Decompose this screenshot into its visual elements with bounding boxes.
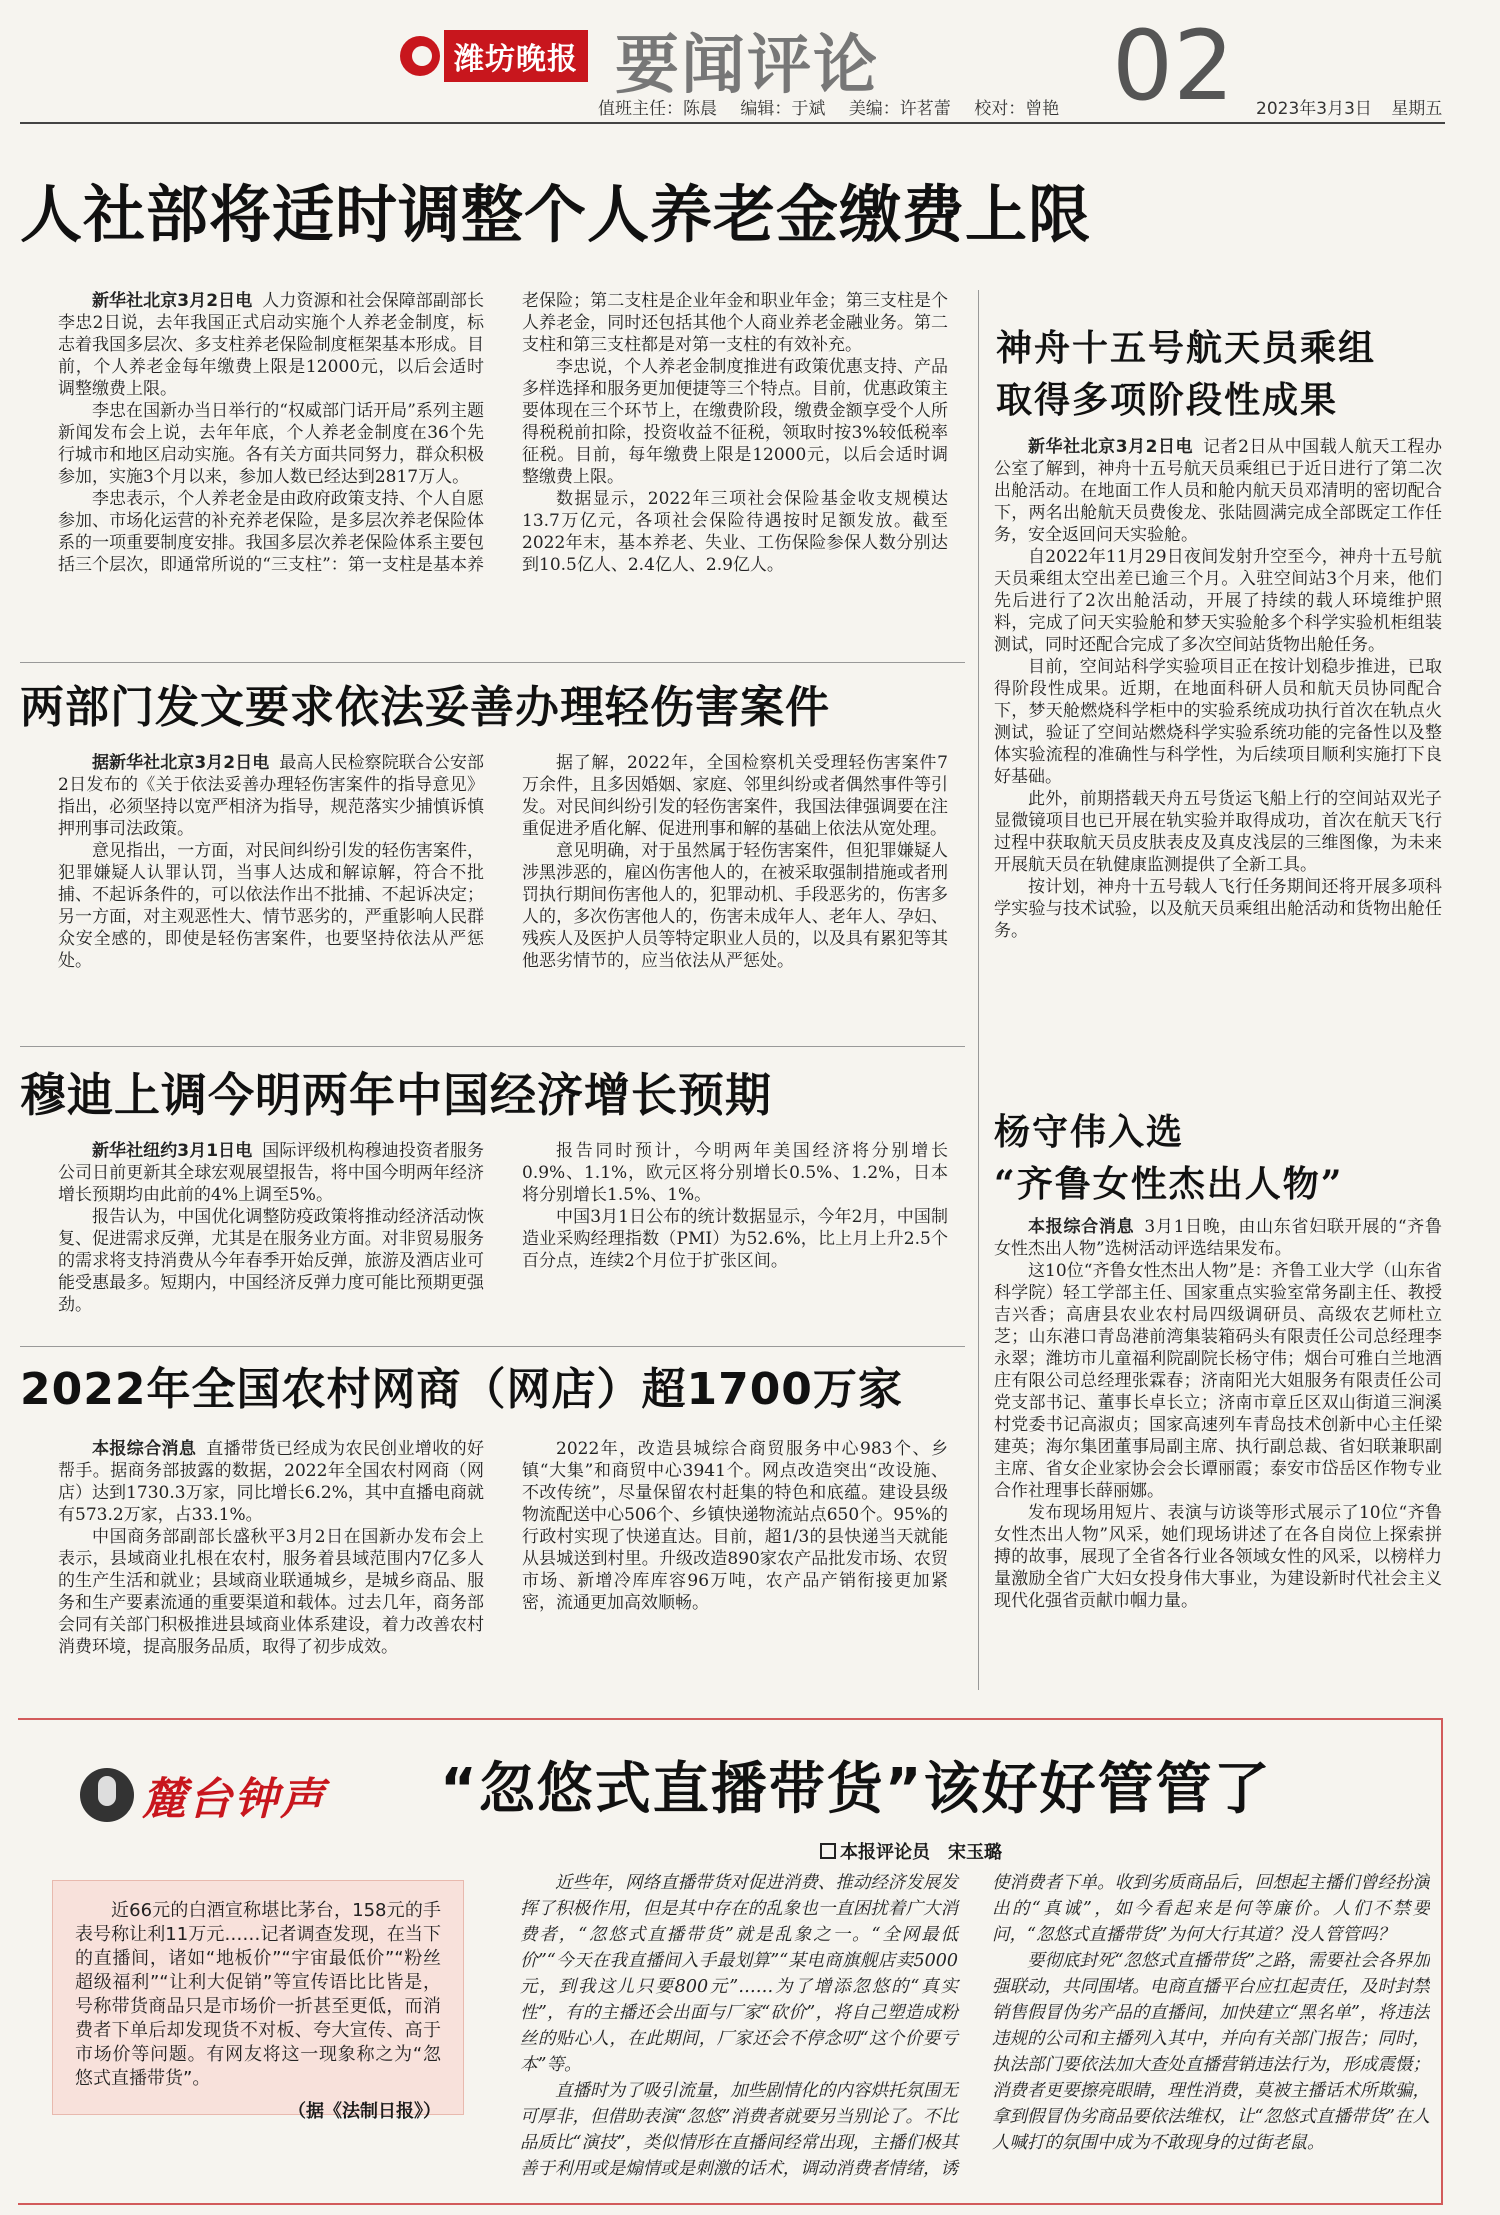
article1-paragraph: 人力资源和社会保障部副部长李忠2日说，去年我国正式启动实施个人养老金制度，标志着我国多层次、多支柱养老保险制度框架基本形成。目前，个人养老金每年缴费上限是12000元，以后会适时调整缴费上限。	[58, 291, 484, 399]
article6-paragraph: 发布现场用短片、表演与访谈等形式展示了10位“齐鲁女性杰出人物”风采，她们现场讲述了在各自岗位上探索拼搏的故事，展现了全省各行业各领域女性的风采，以榜样力量激励全省广大妇女投身伟大事业，为建设新时代社会主义现代化强省贡献巾帼力量。	[994, 1503, 1442, 1611]
divider	[20, 662, 965, 663]
paper-logo	[400, 30, 610, 82]
article4-title: 2022年全国农村网商（网店）超1700万家	[20, 1364, 903, 1415]
page-number: 02	[1112, 10, 1235, 122]
article5-title-line: 取得多项阶段性成果	[996, 379, 1339, 421]
staff-duty: 值班主任：陈晨	[598, 99, 717, 119]
article4-paragraph: 直播带货已经成为农民创业增收的好帮手。据商务部披露的数据，2022年全国农村网商（网店）达到1730.3万家，同比增长6.2%，其中直播电商就有573.2万家，占33.1%。	[58, 1439, 485, 1525]
divider	[20, 1346, 965, 1347]
article3-paragraph: 报告同时预计，今明两年美国经济将分别增长0.9%、1.1%，欧元区将分别增长0.5%、1.2%，日本将分别增长1.5%、1%。	[522, 1141, 948, 1205]
article3-body	[58, 1140, 948, 1340]
article3-lead: 新华社纽约3月1日电	[92, 1141, 253, 1161]
commentary-byline	[820, 1838, 1002, 1864]
article1-paragraph: 李忠表示，个人养老金是由政府政策支持、个人自愿参加、市场化运营的补充养老保险，是多层次养老保险体系的一项重要制度安排。我国多层次养老保险体系主要包括三个层次，即通常所说的“三支柱”：第一支柱是基本养老保险；第二支柱是企业年金和职业年金；第三支柱是个人养老金，同时还包括其他个人商业养老金融业务。第二支柱和第三支柱都是对第一支柱的有效补充。	[58, 291, 948, 575]
article5-paragraph: 按计划，神舟十五号载人飞行任务期间还将开展多项科学实验与技术试验，以及航天员乘组出舱活动和货物出舱任务。	[994, 877, 1442, 941]
article1-paragraph: 李忠说，个人养老金制度推进有政策优惠支持、产品多样选择和服务更加便捷等三个特点。目前，优惠政策主要体现在三个环节上，在缴费阶段，缴费金额享受个人所得税税前扣除，投资收益不征税，领取时按3%较低税率征税。目前，每年缴费上限是12000元，以后会适时调整缴费上限。	[522, 357, 948, 487]
staff-line	[598, 94, 1077, 119]
article5-paragraph: 记者2日从中国载人航天工程办公室了解到，神舟十五号航天员乘组已于近日进行了第二次出舱活动。在地面工作人员和舱内航天员邓清明的密切配合下，两名出舱航天员费俊龙、张陆圆满完成全部既定工作任务，安全返回问天实验舱。	[994, 437, 1442, 545]
article2-body	[58, 752, 948, 1022]
article6-paragraph: 3月1日晚，由山东省妇联开展的“齐鲁女性杰出人物”选树活动评选结果发布。	[994, 1217, 1442, 1259]
commentary-paragraph: 要彻底封死“忽悠式直播带货”之路，需要社会各界加强联动，共同围堵。电商直播平台应扛起责任，及时封禁销售假冒伪劣产品的直播间，加快建立“黑名单”，将违法违规的公司和主播列入其中，并向有关部门报告；同时，执法部门要依法加大查处直播营销违法行为，形成震慑；消费者更要擦亮眼睛，理性消费，莫被主播话术所欺骗，拿到假冒伪劣商品要依法维权，让“忽悠式直播带货”在人人喊打的氛围中成为不敢现身的过街老鼠。	[992, 1951, 1430, 2153]
article2-paragraph: 意见明确，对于虽然属于轻伤害案件，但犯罪嫌疑人涉黑涉恶的，雇凶伤害他人的，在被采取强制措施或者刑罚执行期间伤害他人的，犯罪动机、手段恶劣的，伤害多人的，多次伤害他人的，伤害未成年人、老年人、孕妇、残疾人及医护人员等特定职业人员的，以及具有累犯等其他恶劣情节的，应当依法从严惩处。	[522, 841, 948, 971]
article6-title	[994, 1106, 1439, 1210]
article6-title-line: 杨守伟入选	[994, 1111, 1185, 1153]
masthead-rule	[20, 122, 1445, 124]
article4-paragraph: 2022年，改造县城综合商贸服务中心983个、乡镇“大集”和商贸中心3941个。网点改造突出“改设施、不改传统”，尽量保留农村赶集的特色和底蕴。建设县级物流配送中心506个、乡镇快递物流站点650个。95%的行政村实现了快递直达。目前，超1/3的县快递当天就能从县城送到村里。升级改造890家农产品批发市场、农贸市场、新增冷库库容96万吨，农产品产销衔接更加紧密，流通更加高效顺畅。	[522, 1439, 948, 1613]
quote-box	[52, 1880, 464, 2122]
article2-lead: 据新华社北京3月2日电	[92, 753, 270, 773]
article5-paragraph: 目前，空间站科学实验项目正在按计划稳步推进，已取得阶段性成果。近期，在地面科研人员和航天员协同配合下，梦天舱燃烧科学柜中的实验系统成功执行首次在轨点火测试，验证了空间站燃烧科学实验系统功能的完备性以及整体实验流程的准确性与科学性，为后续项目顺利实施打下良好基础。	[994, 657, 1442, 787]
article4-paragraph: 中国商务部副部长盛秋平3月2日在国新办发布会上表示，县域商业扎根在农村，服务着县域范围内7亿多人的生产生活和就业；县域商业联通城乡，是城乡商品、服务和生产要素流通的重要渠道和载体。过去几年，商务部会同有关部门积极推进县域商业体系建设，着力改善农村消费环境，提高服务品质，取得了初步成效。	[58, 1527, 484, 1657]
commentary-paragraph: 直播时为了吸引流量，加些剧情化的内容烘托氛围无可厚非，但借助表演“忽悠”消费者就要另当别论了。不比品质比“演技”，类似情形在直播间经常出现，主播们极其善于利用或是煽情或是刺激的话术，调动消费者情绪，诱使消费者下单。收到劣质商品后，回想起主播们曾经扮演出的“真诚”，如今看起来是何等廉价。人们不禁要问，“忽悠式直播带货”为何大行其道？没人管管吗？	[520, 1873, 1430, 2179]
commentary-title: “忽悠式直播带货”该好好管管了	[440, 1757, 1272, 1822]
column-logo	[80, 1760, 326, 1830]
article3-paragraph: 国际评级机构穆迪投资者服务公司日前更新其全球宏观展望报告，将中国今明两年经济增长预期均由此前的4%上调至5%。	[58, 1141, 484, 1205]
staff-designer: 美编：许茗蕾	[848, 99, 951, 119]
article2-paragraph: 据了解，2022年，全国检察机关受理轻伤害案件7万余件，且多因婚姻、家庭、邻里纠纷或者偶然事件等引发。对民间纠纷引发的轻伤害案件，我国法律强调要在注重促进矛盾化解、促进刑事和解的基础上依法从宽处理。	[522, 753, 948, 839]
article2-paragraph: 最高人民检察院联合公安部2日发布的《关于依法妥善办理轻伤害案件的指导意见》指出，必须坚持以宽严相济为指导，规范落实少捕慎诉慎押刑事司法政策。	[58, 753, 484, 839]
commentary-paragraph: 近些年，网络直播带货对促进消费、推动经济发展发挥了积极作用，但是其中存在的乱象也一直困扰着广大消费者，“忽悠式直播带货”就是乱象之一。“全网最低价”“今天在我直播间入手最划算”“某电商旗舰店卖5000元，到我这儿只要800元”……为了增添忽悠的“真实性”，有的主播还会出面与厂家“砍价”，将自己塑造成粉丝的贴心人，在此期间，厂家还会不停念叨“这个价要亏本”等。	[520, 1873, 958, 2075]
article2-title: 两部门发文要求依法妥善办理轻伤害案件	[20, 682, 830, 733]
column-name: 麓台钟声	[142, 1774, 326, 1825]
article6-lead: 本报综合消息	[1028, 1217, 1135, 1237]
quote-text	[75, 1899, 441, 2091]
article1-body	[58, 290, 948, 635]
commentary-body	[520, 1870, 1430, 2195]
article5-paragraph: 此外，前期搭载天舟五号货运飞船上行的空间站双光子显微镜项目也已开展在轨实验并取得成功，首次在航天飞行过程中获取航天员皮肤表皮及真皮浅层的三维图像，为未来开展航天员在轨健康监测提供了全新工具。	[994, 789, 1442, 875]
staff-proofreader: 校对：曾艳	[974, 99, 1060, 119]
staff-editor: 编辑：于斌	[740, 99, 826, 119]
column-divider	[978, 290, 979, 1690]
article3-paragraph: 报告认为，中国优化调整防疫政策将推动经济活动恢复、促进需求反弹，尤其是在服务业方面。对非贸易服务的需求将支持消费从今年春季开始反弹，旅游及酒店业可能受惠最多。短期内，中国经济反弹力度可能比预期更强劲。	[58, 1207, 484, 1315]
article1-lead: 新华社北京3月2日电	[92, 291, 253, 311]
article5-paragraph: 自2022年11月29日夜间发射升空至今，神舟十五号航天员乘组太空出差已逾三个月。入驻空间站3个月来，他们先后进行了2次出舱活动，开展了持续的载人环境维护照料，完成了问天实验舱和梦天实验舱多个科学实验机柜组装测试，同时还配合完成了多次空间站货物出舱任务。	[994, 547, 1442, 655]
byline-text: 本报评论员 宋玉璐	[840, 1842, 1002, 1863]
issue-date: 2023年3月3日	[1256, 99, 1372, 119]
article2-paragraph: 意见指出，一方面，对民间纠纷引发的轻伤害案件，犯罪嫌疑人认罪认罚，当事人达成和解谅解，符合不批捕、不起诉条件的，可以依法作出不批捕、不起诉决定；另一方面，对主观恶性大、情节恶劣的，严重影响人民群众安全感的，即使是轻伤害案件，也要坚持依法从严惩处。	[58, 841, 484, 971]
article5-lead: 新华社北京3月2日电	[1028, 437, 1194, 457]
article1-title: 人社部将适时调整个人养老金缴费上限	[20, 178, 1092, 251]
paper-name: 潍坊晚报	[444, 30, 588, 82]
article1-paragraph: 李忠在国新办当日举行的“权威部门话开局”系列主题新闻发布会上说，去年年底，个人养老金制度在36个先行城市和地区启动实施。各有关方面共同努力，群众积极参加，实施3个月以来，参加人数已经达到2817万人。	[58, 401, 484, 487]
divider	[20, 1046, 965, 1047]
article6-body	[994, 1216, 1442, 1716]
paper-logo-icon	[400, 36, 440, 76]
section-name: 要闻评论	[615, 29, 879, 103]
article5-body	[994, 436, 1442, 1048]
article1-paragraph: 数据显示，2022年三项社会保险基金收支规模达13.7万亿元，各项社会保险待遇按时足额发放。截至2022年末，基本养老、失业、工伤保险参保人数分别达到10.5亿人、2.4亿人、2.9亿人。	[522, 489, 948, 575]
article5-title-line: 神舟十五号航天员乘组	[996, 327, 1377, 369]
byline-square-icon	[820, 1843, 836, 1859]
article3-title: 穆迪上调今明两年中国经济增长预期	[20, 1068, 772, 1122]
microphone-icon	[80, 1768, 134, 1822]
quote-paragraph: 近66元的白酒宣称堪比茅台，158元的手表号称让利11万元……记者调查发现，在当下的直播间，诸如“地板价”“宇宙最低价”“粉丝超级福利”“让利大促销”等宣传语比比皆是，号称带货商品只是市场价一折甚至更低，而消费者下单后却发现货不对板、夸大宣传、高于市场价等问题。有网友将这一现象称之为“忽悠式直播带货”。	[75, 1900, 441, 2089]
article6-title-line: “齐鲁女性杰出人物”	[994, 1163, 1344, 1205]
article4-body	[58, 1438, 948, 1684]
date-line	[1256, 94, 1456, 119]
article6-paragraph: 这10位“齐鲁女性杰出人物”是：齐鲁工业大学（山东省科学院）轻工学部主任、国家重点实验室常务副主任、教授吉兴香；高唐县农业农村局四级调研员、高级农艺师杜立芝；山东港口青岛港前湾集装箱码头有限责任公司总经理李永翠；潍坊市儿童福利院副院长杨守伟；烟台可雅白兰地酒庄有限公司总经理张霖春；济南阳光大姐服务有限责任公司党支部书记、董事长卓长立；济南市章丘区双山街道三涧溪村党委书记高淑贞；国家高速列车青岛技术创新中心主任梁建英；海尔集团董事局副主席、执行副总裁、省妇联兼职副主席、省女企业家协会会长谭丽霞；泰安市岱岳区作物专业合作社理事长薛丽娜。	[994, 1261, 1442, 1501]
issue-weekday: 星期五	[1391, 99, 1443, 119]
article4-lead: 本报综合消息	[92, 1439, 197, 1459]
quote-source: （据《法制日报》）	[288, 2101, 441, 2122]
article5-title	[996, 322, 1436, 426]
article3-paragraph: 中国3月1日公布的统计数据显示，今年2月，中国制造业采购经理指数（PMI）为52.6%，比上月上升2.5个百分点，连续2个月位于扩张区间。	[522, 1207, 948, 1271]
